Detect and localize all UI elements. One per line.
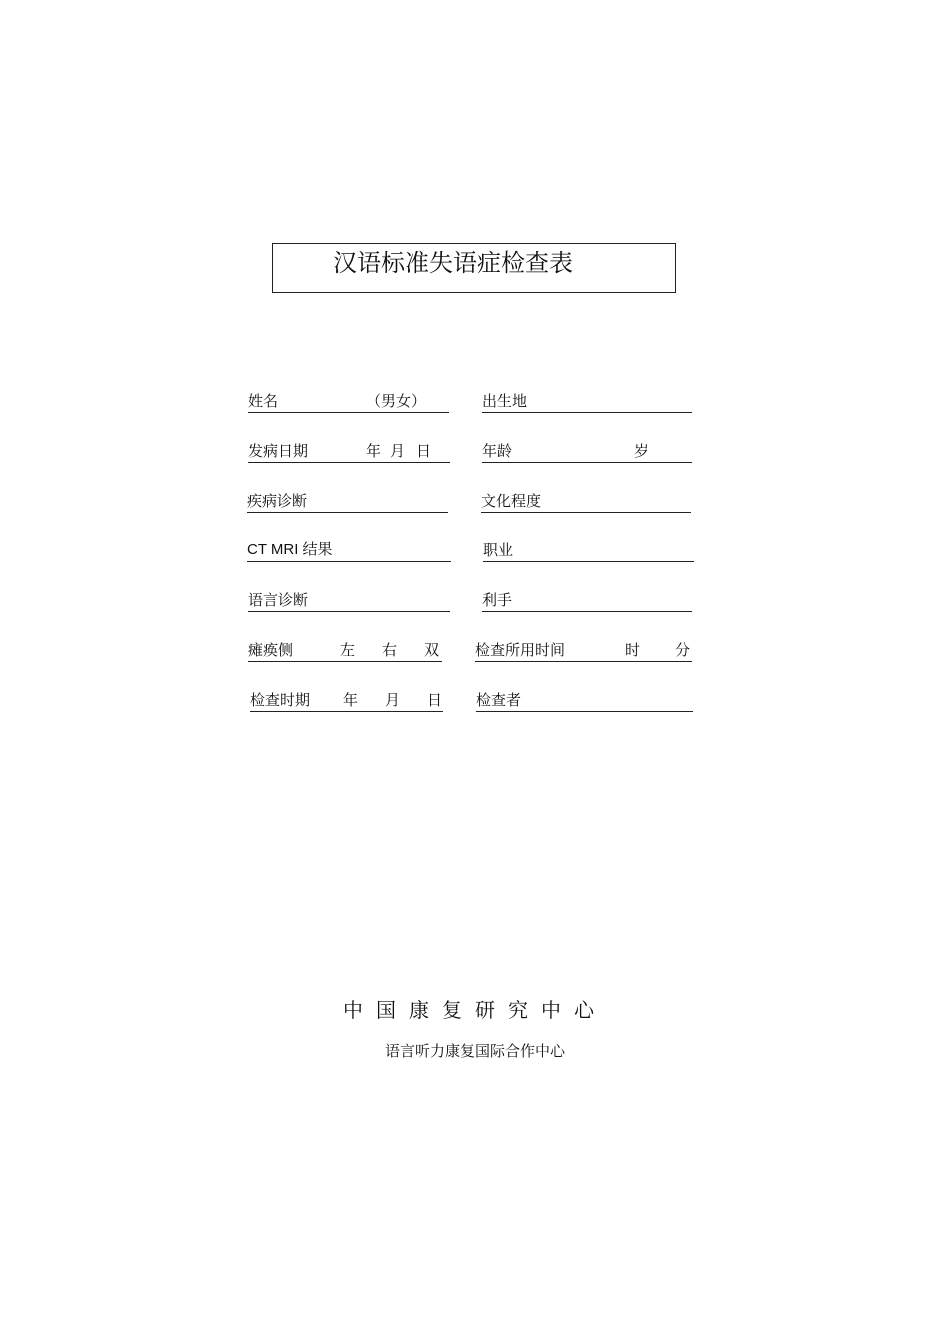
- page-title: 汉语标准失语症检查表: [333, 249, 573, 277]
- exam-date-label: 检查时期: [250, 691, 311, 709]
- examiner-field[interactable]: [476, 691, 693, 712]
- onset-date-field[interactable]: [248, 442, 450, 463]
- exam-day-label: 日: [427, 691, 443, 709]
- exam-duration-hour-label: 时: [625, 641, 641, 659]
- ct-mri-field[interactable]: [247, 541, 451, 562]
- age-field[interactable]: [482, 442, 692, 463]
- handedness-field[interactable]: [482, 591, 692, 612]
- birthplace-label: 出生地: [482, 392, 528, 410]
- handedness-label: 利手: [482, 591, 513, 609]
- education-field[interactable]: [481, 492, 691, 513]
- exam-year-label: 年: [343, 691, 359, 709]
- exam-month-label: 月: [385, 691, 401, 709]
- paralysis-right-option[interactable]: 右: [382, 641, 398, 659]
- title-box: [272, 243, 676, 293]
- name-label: 姓名: [248, 392, 279, 410]
- language-diagnosis-field[interactable]: [248, 591, 450, 612]
- disease-diagnosis-label: 疾病诊断: [247, 492, 308, 510]
- age-label: 年龄: [482, 442, 513, 460]
- disease-diagnosis-field[interactable]: [247, 492, 448, 513]
- department-name: 语言听力康复国际合作中心: [384, 1042, 565, 1060]
- ct-mri-label: CT MRI 结果: [247, 541, 333, 558]
- exam-date-field[interactable]: [250, 691, 443, 712]
- birthplace-field[interactable]: [482, 392, 692, 413]
- onset-date-label: 发病日期: [248, 442, 309, 460]
- gender-options: （男女）: [366, 392, 427, 410]
- exam-duration-minute-label: 分: [675, 641, 691, 659]
- examiner-label: 检查者: [476, 691, 522, 709]
- education-label: 文化程度: [481, 492, 542, 510]
- paralysis-left-option[interactable]: 左: [340, 641, 356, 659]
- paralysis-side-field[interactable]: [248, 641, 442, 662]
- name-field[interactable]: [248, 392, 449, 413]
- age-unit-label: 岁: [634, 442, 650, 460]
- occupation-label: 职业: [483, 541, 514, 559]
- exam-duration-label: 检查所用时间: [475, 641, 566, 659]
- onset-year-label: 年: [366, 442, 382, 460]
- organization-name: 中国康复研究中心: [343, 998, 607, 1022]
- onset-month-label: 月: [390, 442, 406, 460]
- onset-day-label: 日: [416, 442, 432, 460]
- exam-duration-field[interactable]: [475, 641, 692, 662]
- language-diagnosis-label: 语言诊断: [248, 591, 309, 609]
- occupation-field[interactable]: [483, 541, 694, 562]
- paralysis-both-option[interactable]: 双: [424, 641, 440, 659]
- paralysis-side-label: 瘫痪侧: [248, 641, 294, 659]
